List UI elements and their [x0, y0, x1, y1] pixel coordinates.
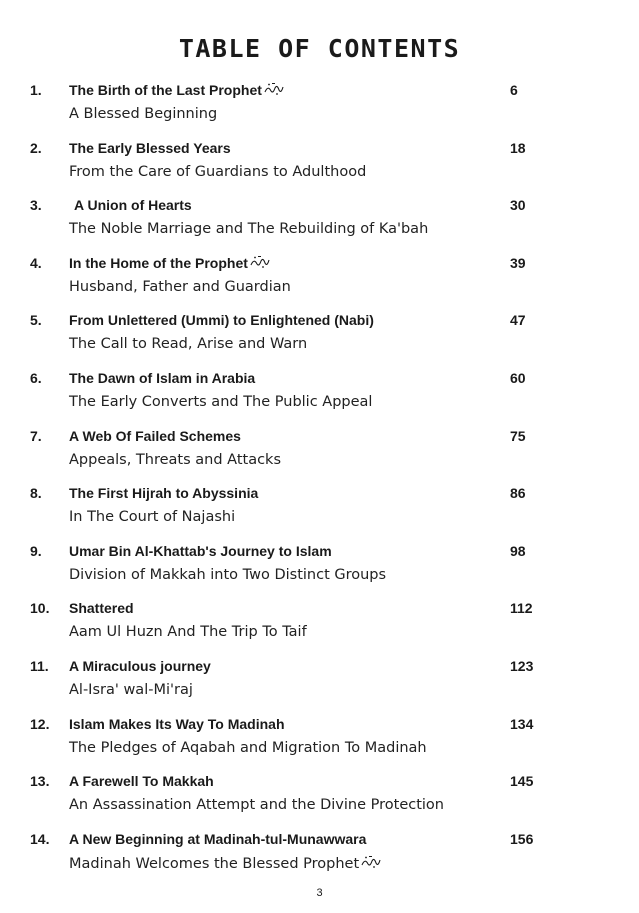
entry-heading: A Miraculous journey [69, 657, 211, 674]
entry-subtitle: Appeals, Threats and Attacks [69, 451, 282, 468]
toc-entry[interactable] [0, 827, 639, 885]
toc-entry[interactable] [0, 78, 639, 136]
toc-entry[interactable] [0, 193, 639, 251]
entry-subtitle: The Pledges of Aqabah and Migration To Madinah [69, 739, 427, 756]
entry-page: 112 [510, 600, 533, 617]
toc-entry[interactable] [0, 251, 639, 309]
table-of-contents [0, 78, 639, 884]
entry-page: 18 [510, 139, 526, 156]
entry-number: 10. [30, 600, 50, 617]
toc-entry[interactable] [0, 654, 639, 712]
entry-page: 60 [510, 369, 526, 386]
toc-entry[interactable] [0, 769, 639, 827]
entry-page: 145 [510, 773, 534, 790]
entry-number: 13. [30, 773, 50, 790]
salawat-symbol-icon [264, 82, 284, 96]
entry-heading: A Farewell To Makkah [69, 773, 214, 790]
entry-number: 5. [30, 312, 42, 329]
entry-heading: Shattered [69, 600, 134, 617]
entry-heading: From Unlettered (Ummi) to Enlightened (Nabi) [69, 312, 374, 329]
entry-page: 47 [510, 312, 526, 329]
entry-page: 39 [510, 254, 526, 271]
entry-page: 75 [510, 427, 526, 444]
entry-heading: A Union of Hearts [74, 197, 192, 214]
entry-number: 3. [30, 197, 42, 214]
toc-entry[interactable] [0, 136, 639, 194]
entry-subtitle: The Early Converts and The Public Appeal [69, 393, 373, 410]
entry-number: 2. [30, 139, 42, 156]
entry-subtitle: Madinah Welcomes the Blessed Prophet [69, 855, 381, 872]
salawat-symbol-icon [250, 255, 270, 269]
entry-subtitle: An Assassination Attempt and the Divine Protection [69, 797, 444, 814]
entry-heading: A New Beginning at Madinah-tul-Munawwara [69, 830, 367, 847]
entry-subtitle: The Noble Marriage and The Rebuilding of Ka'bah [69, 221, 429, 238]
entry-subtitle: Husband, Father and Guardian [69, 278, 291, 295]
entry-number: 7. [30, 427, 42, 444]
entry-subtitle: In The Court of Najashi [69, 509, 236, 526]
page-title: TABLE OF CONTENTS [178, 34, 461, 63]
entry-subtitle: From the Care of Guardians to Adulthood [69, 163, 367, 180]
entry-number: 14. [30, 830, 50, 847]
entry-subtitle: The Call to Read, Arise and Warn [69, 336, 308, 353]
toc-entry[interactable] [0, 712, 639, 770]
entry-number: 1. [30, 82, 42, 98]
entry-heading: The First Hijrah to Abyssinia [69, 485, 259, 502]
entry-heading: In the Home of the Prophet [69, 255, 270, 271]
entry-page: 134 [510, 715, 534, 732]
entry-subtitle: Aam Ul Huzn And The Trip To Taif [69, 624, 307, 641]
toc-entry[interactable] [0, 366, 639, 424]
toc-entry[interactable] [0, 308, 639, 366]
entry-page: 86 [510, 485, 526, 502]
entry-number: 4. [30, 254, 42, 271]
entry-heading: The Birth of the Last Prophet [69, 82, 284, 98]
entry-number: 9. [30, 542, 42, 559]
toc-entry[interactable] [0, 596, 639, 654]
entry-heading: Umar Bin Al-Khattab's Journey to Islam [69, 542, 332, 559]
toc-entry[interactable] [0, 481, 639, 539]
entry-heading: The Dawn of Islam in Arabia [69, 369, 256, 386]
entry-heading: A Web Of Failed Schemes [69, 427, 241, 444]
page-number: 3 [316, 887, 323, 899]
entry-page: 156 [510, 830, 534, 847]
entry-number: 11. [30, 657, 49, 674]
entry-subtitle: Al-Isra' wal-Mi'raj [69, 681, 193, 698]
entry-page: 123 [510, 657, 534, 674]
entry-subtitle: Division of Makkah into Two Distinct Groups [69, 566, 387, 583]
entry-heading: Islam Makes Its Way To Madinah [69, 715, 285, 732]
entry-page: 30 [510, 197, 526, 214]
toc-entry[interactable] [0, 539, 639, 597]
entry-page: 98 [510, 542, 526, 559]
entry-page: 6 [510, 82, 518, 98]
salawat-symbol-icon [361, 855, 381, 869]
entry-number: 6. [30, 369, 42, 386]
entry-number: 8. [30, 485, 42, 502]
toc-entry[interactable] [0, 424, 639, 482]
entry-heading: The Early Blessed Years [69, 139, 231, 156]
entry-subtitle: A Blessed Beginning [69, 106, 218, 122]
entry-number: 12. [30, 715, 50, 732]
